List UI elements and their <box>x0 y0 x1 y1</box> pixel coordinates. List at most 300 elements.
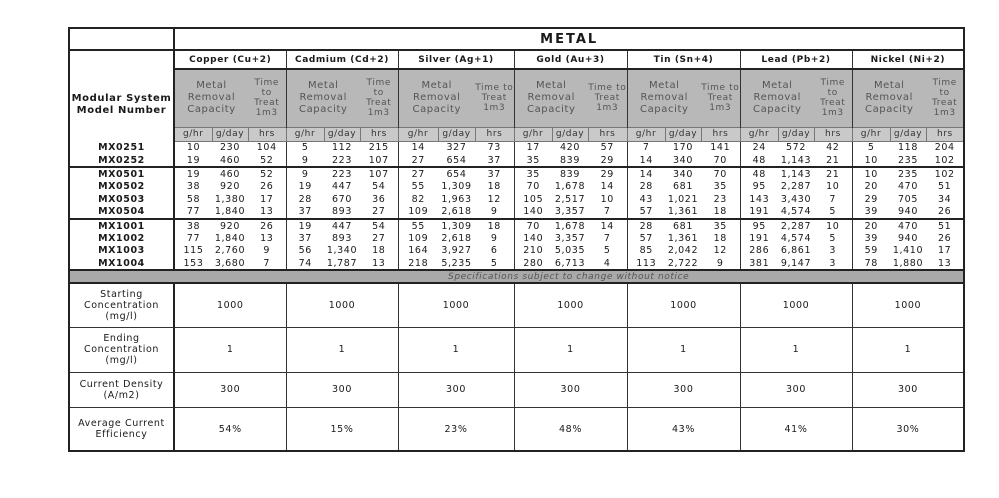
value-cell: 681 <box>673 220 693 232</box>
value-cell: 54 <box>360 219 398 232</box>
unit-cell: hrs <box>926 127 964 141</box>
value-cell: 85 <box>639 245 653 257</box>
time-header: Time to Treat 1m3 <box>926 69 964 127</box>
property-value: 300 <box>398 372 514 407</box>
value-cell: 920 <box>220 181 240 193</box>
property-value: 300 <box>286 372 398 407</box>
value-cell: 1,678 <box>554 220 586 232</box>
value-cell: 113 <box>627 257 665 270</box>
corner-cell <box>69 28 174 50</box>
value-cell: 3,357 <box>554 232 586 244</box>
model-number: MX0502 <box>69 181 174 193</box>
value-cell: 57 <box>588 141 627 154</box>
table-row <box>69 141 964 154</box>
value-cell: 21 <box>814 167 852 180</box>
value-cell: 3,430 <box>780 193 812 205</box>
value-cell: 5 <box>867 142 875 154</box>
value-cell: 56 <box>298 245 312 257</box>
value-cell: 839 <box>552 154 588 167</box>
value-cell: 140 <box>514 205 552 218</box>
value-cell: 42 <box>814 141 852 154</box>
value-cell: 5,035 <box>554 245 586 257</box>
value-cell: 9 <box>301 168 309 180</box>
value-cell: 9,147 <box>778 257 814 270</box>
unit-cell: hrs <box>588 127 627 141</box>
property-value: 48% <box>514 407 627 451</box>
metal-header-1: Cadmium (Cd+2) <box>286 50 398 69</box>
value-cell: 1,840 <box>212 205 248 218</box>
value-cell: 1,361 <box>665 205 701 218</box>
value-cell: 28 <box>639 220 653 232</box>
table-row <box>69 193 964 205</box>
value-cell: 6,713 <box>552 257 588 270</box>
value-cell: 23 <box>701 193 740 205</box>
unit-cell: g/hr <box>740 127 778 141</box>
model-number: MX1004 <box>69 257 174 270</box>
value-cell: 3 <box>814 257 852 270</box>
model-number: MX0501 <box>69 167 174 180</box>
value-cell: 9 <box>475 232 514 244</box>
value-cell: 51 <box>926 219 964 232</box>
value-cell: 1,678 <box>554 181 586 193</box>
property-value: 23% <box>398 407 514 451</box>
model-number: MX1002 <box>69 232 174 244</box>
value-cell: 460 <box>220 168 240 180</box>
value-cell: 839 <box>560 168 580 180</box>
value-cell: 1,880 <box>890 257 926 270</box>
value-cell: 12 <box>475 193 514 205</box>
value-cell: 28 <box>639 181 653 193</box>
value-cell: 13 <box>926 257 964 270</box>
value-cell: 36 <box>360 193 398 205</box>
value-cell: 1,380 <box>214 193 246 205</box>
value-cell: 29 <box>864 193 878 205</box>
value-cell: 235 <box>890 154 926 167</box>
capacity-header: Metal Removal Capacity <box>286 69 360 127</box>
value-cell: 1,840 <box>214 232 246 244</box>
metal-removal-table <box>68 27 965 452</box>
value-cell: 654 <box>446 168 467 180</box>
value-cell: 109 <box>398 205 438 218</box>
value-cell: 14 <box>588 181 627 193</box>
unit-cell: g/day <box>324 127 360 141</box>
value-cell: 4 <box>588 257 627 270</box>
value-cell: 7 <box>642 142 650 154</box>
value-cell: 654 <box>438 154 475 167</box>
value-cell: 10 <box>814 181 852 193</box>
value-cell: 4,574 <box>778 205 814 218</box>
value-cell: 223 <box>332 168 352 180</box>
value-cell: 210 <box>523 245 544 257</box>
unit-cell: g/day <box>778 127 814 141</box>
value-cell: 43 <box>639 193 653 205</box>
value-cell: 107 <box>360 167 398 180</box>
unit-cell: g/day <box>552 127 588 141</box>
unit-cell: g/hr <box>514 127 552 141</box>
value-cell: 105 <box>523 193 544 205</box>
property-value: 300 <box>852 372 964 407</box>
property-label: Starting Concentration (mg/l) <box>69 283 174 327</box>
value-cell: 17 <box>526 142 540 154</box>
property-row <box>69 372 964 407</box>
time-header: Time to Treat 1m3 <box>701 69 740 127</box>
value-cell: 470 <box>898 220 918 232</box>
value-cell: 3 <box>814 245 852 257</box>
value-cell: 191 <box>740 205 778 218</box>
value-cell: 70 <box>526 220 540 232</box>
value-cell: 18 <box>701 232 740 244</box>
value-cell: 340 <box>673 168 693 180</box>
capacity-header: Metal Removal Capacity <box>740 69 814 127</box>
metal-header-3: Gold (Au+3) <box>514 50 627 69</box>
spec-note-blank <box>69 270 174 283</box>
unit-cell: g/day <box>890 127 926 141</box>
unit-cell: hrs <box>814 127 852 141</box>
spec-note: Specifications subject to change without notice <box>174 270 964 283</box>
time-header: Time to Treat 1m3 <box>475 69 514 127</box>
value-cell: 164 <box>408 245 429 257</box>
value-cell: 35 <box>701 219 740 232</box>
value-cell: 19 <box>298 181 312 193</box>
value-cell: 5 <box>588 245 627 257</box>
value-cell: 10 <box>186 142 201 154</box>
time-header: Time to Treat 1m3 <box>360 69 398 127</box>
value-cell: 235 <box>898 168 918 180</box>
value-cell: 35 <box>526 168 540 180</box>
table-row <box>69 245 964 257</box>
value-cell: 670 <box>332 193 352 205</box>
value-cell: 460 <box>212 154 248 167</box>
value-cell: 9 <box>286 154 324 167</box>
value-cell: 18 <box>475 219 514 232</box>
property-row <box>69 407 964 451</box>
value-cell: 143 <box>749 193 770 205</box>
value-cell: 17 <box>926 245 964 257</box>
value-cell: 95 <box>752 181 766 193</box>
value-cell: 940 <box>898 232 918 244</box>
property-value: 1000 <box>627 283 740 327</box>
value-cell: 5,235 <box>438 257 475 270</box>
value-cell: 38 <box>186 220 201 232</box>
value-cell: 420 <box>560 142 580 154</box>
value-cell: 1,143 <box>780 168 812 180</box>
value-cell: 27 <box>398 154 438 167</box>
metal-names-row <box>69 50 964 69</box>
unit-cell: g/day <box>665 127 701 141</box>
value-cell: 74 <box>286 257 324 270</box>
value-cell: 7 <box>814 193 852 205</box>
capacity-header-row <box>69 69 964 127</box>
property-value: 15% <box>286 407 398 451</box>
unit-cell: hrs <box>701 127 740 141</box>
metal-header-2: Silver (Ag+1) <box>398 50 514 69</box>
value-cell: 1,410 <box>892 245 924 257</box>
metal-header-5: Lead (Pb+2) <box>740 50 852 69</box>
value-cell: 5 <box>814 205 852 218</box>
value-cell: 39 <box>864 232 878 244</box>
value-cell: 5 <box>475 257 514 270</box>
value-cell: 7 <box>588 205 627 218</box>
value-cell: 78 <box>852 257 890 270</box>
value-cell: 102 <box>926 154 964 167</box>
model-header: Modular System Model Number <box>69 69 174 141</box>
value-cell: 18 <box>701 205 740 218</box>
value-cell: 29 <box>588 154 627 167</box>
value-cell: 6 <box>475 245 514 257</box>
property-value: 1 <box>740 327 852 372</box>
value-cell: 1,021 <box>667 193 699 205</box>
value-cell: 70 <box>701 154 740 167</box>
corner-cell-2 <box>69 50 174 69</box>
table-body <box>69 28 964 451</box>
value-cell: 20 <box>864 181 878 193</box>
property-value: 1 <box>286 327 398 372</box>
property-value: 30% <box>852 407 964 451</box>
value-cell: 681 <box>673 181 693 193</box>
value-cell: 73 <box>475 141 514 154</box>
value-cell: 280 <box>514 257 552 270</box>
table-row <box>69 154 964 167</box>
value-cell: 27 <box>360 232 398 244</box>
value-cell: 109 <box>408 232 429 244</box>
capacity-header: Metal Removal Capacity <box>398 69 475 127</box>
property-value: 300 <box>627 372 740 407</box>
value-cell: 54 <box>360 181 398 193</box>
value-cell: 37 <box>475 154 514 167</box>
capacity-header: Metal Removal Capacity <box>174 69 248 127</box>
value-cell: 4,574 <box>780 232 812 244</box>
value-cell: 82 <box>411 193 425 205</box>
value-cell: 17 <box>248 193 286 205</box>
value-cell: 13 <box>248 205 286 218</box>
property-value: 1 <box>852 327 964 372</box>
value-cell: 340 <box>665 154 701 167</box>
value-cell: 13 <box>360 257 398 270</box>
value-cell: 940 <box>890 205 926 218</box>
model-number: MX0251 <box>69 141 174 154</box>
value-cell: 223 <box>324 154 360 167</box>
property-label: Current Density (A/m2) <box>69 372 174 407</box>
property-value: 300 <box>740 372 852 407</box>
value-cell: 14 <box>639 168 653 180</box>
value-cell: 7 <box>588 232 627 244</box>
value-cell: 1,963 <box>441 193 472 205</box>
value-cell: 1,143 <box>778 154 814 167</box>
value-cell: 55 <box>411 181 425 193</box>
value-cell: 112 <box>332 142 352 154</box>
metal-header-4: Tin (Sn+4) <box>627 50 740 69</box>
value-cell: 12 <box>701 245 740 257</box>
table-row <box>69 219 964 232</box>
value-cell: 1,309 <box>441 181 472 193</box>
property-value: 1 <box>514 327 627 372</box>
value-cell: 21 <box>814 154 852 167</box>
value-cell: 218 <box>398 257 438 270</box>
value-cell: 2,517 <box>554 193 586 205</box>
value-cell: 48 <box>740 154 778 167</box>
value-cell: 28 <box>298 193 312 205</box>
value-cell: 27 <box>411 168 425 180</box>
property-value: 1 <box>398 327 514 372</box>
capacity-header: Metal Removal Capacity <box>514 69 588 127</box>
value-cell: 3,680 <box>212 257 248 270</box>
value-cell: 107 <box>360 154 398 167</box>
value-cell: 102 <box>926 167 964 180</box>
unit-cell: g/hr <box>398 127 438 141</box>
value-cell: 59 <box>864 245 878 257</box>
value-cell: 2,760 <box>214 245 246 257</box>
value-cell: 58 <box>186 193 201 205</box>
value-cell: 2,287 <box>780 220 812 232</box>
value-cell: 2,722 <box>665 257 701 270</box>
value-cell: 381 <box>740 257 778 270</box>
value-cell: 6,861 <box>780 245 812 257</box>
value-cell: 140 <box>523 232 544 244</box>
property-value: 1000 <box>286 283 398 327</box>
value-cell: 26 <box>248 181 286 193</box>
value-cell: 18 <box>360 245 398 257</box>
value-cell: 14 <box>411 142 425 154</box>
unit-cell: g/hr <box>174 127 212 141</box>
value-cell: 57 <box>627 205 665 218</box>
property-value: 41% <box>740 407 852 451</box>
value-cell: 95 <box>752 220 766 232</box>
value-cell: 1,340 <box>326 245 358 257</box>
unit-cell: g/day <box>212 127 248 141</box>
value-cell: 118 <box>898 142 918 154</box>
value-cell: 10 <box>852 154 890 167</box>
value-cell: 920 <box>220 220 240 232</box>
model-number: MX1003 <box>69 245 174 257</box>
value-cell: 26 <box>926 232 964 244</box>
value-cell: 1,787 <box>324 257 360 270</box>
property-value: 1000 <box>740 283 852 327</box>
metal-removal-table-container <box>68 27 961 452</box>
time-header: Time to Treat 1m3 <box>588 69 627 127</box>
value-cell: 70 <box>526 181 540 193</box>
value-cell: 230 <box>220 142 240 154</box>
table-row <box>69 167 964 180</box>
value-cell: 3,927 <box>441 245 472 257</box>
value-cell: 170 <box>673 142 693 154</box>
unit-cell: hrs <box>248 127 286 141</box>
property-label: Ending Concentration (mg/l) <box>69 327 174 372</box>
value-cell: 115 <box>183 245 204 257</box>
time-header: Time to Treat 1m3 <box>248 69 286 127</box>
value-cell: 52 <box>248 167 286 180</box>
value-cell: 39 <box>852 205 890 218</box>
model-number: MX0252 <box>69 154 174 167</box>
value-cell: 5 <box>301 142 309 154</box>
value-cell: 1,309 <box>441 220 472 232</box>
value-cell: 26 <box>248 219 286 232</box>
value-cell: 52 <box>248 154 286 167</box>
property-value: 300 <box>174 372 286 407</box>
property-value: 1000 <box>514 283 627 327</box>
value-cell: 893 <box>332 232 352 244</box>
unit-cell: g/hr <box>852 127 890 141</box>
property-value: 1000 <box>174 283 286 327</box>
value-cell: 55 <box>411 220 425 232</box>
value-cell: 77 <box>186 232 201 244</box>
value-cell: 2,287 <box>780 181 812 193</box>
time-header: Time to Treat 1m3 <box>814 69 852 127</box>
value-cell: 20 <box>864 220 878 232</box>
metal-header-0: Copper (Cu+2) <box>174 50 286 69</box>
value-cell: 10 <box>588 193 627 205</box>
value-cell: 19 <box>186 168 201 180</box>
value-cell: 35 <box>514 154 552 167</box>
value-cell: 37 <box>286 205 324 218</box>
spec-note-row <box>69 270 964 283</box>
value-cell: 1,361 <box>667 232 699 244</box>
value-cell: 2,618 <box>441 232 472 244</box>
unit-cell: g/hr <box>286 127 324 141</box>
value-cell: 38 <box>186 181 201 193</box>
value-cell: 3,357 <box>552 205 588 218</box>
model-number: MX1001 <box>69 219 174 232</box>
value-cell: 9 <box>475 205 514 218</box>
value-cell: 10 <box>864 168 878 180</box>
value-cell: 447 <box>332 220 352 232</box>
value-cell: 48 <box>752 168 766 180</box>
model-number: MX0504 <box>69 205 174 218</box>
value-cell: 447 <box>332 181 352 193</box>
property-value: 1 <box>627 327 740 372</box>
value-cell: 215 <box>360 141 398 154</box>
value-cell: 191 <box>749 232 770 244</box>
table-row <box>69 232 964 244</box>
value-cell: 204 <box>926 141 964 154</box>
value-cell: 153 <box>174 257 212 270</box>
value-cell: 2,042 <box>667 245 699 257</box>
property-value: 1000 <box>398 283 514 327</box>
value-cell: 18 <box>475 181 514 193</box>
value-cell: 27 <box>360 205 398 218</box>
value-cell: 19 <box>298 220 312 232</box>
value-cell: 37 <box>298 232 312 244</box>
value-cell: 7 <box>248 257 286 270</box>
unit-cell: hrs <box>475 127 514 141</box>
unit-cell: g/hr <box>627 127 665 141</box>
property-row <box>69 283 964 327</box>
property-row <box>69 327 964 372</box>
value-cell: 893 <box>324 205 360 218</box>
value-cell: 35 <box>701 181 740 193</box>
value-cell: 470 <box>898 181 918 193</box>
unit-cell: hrs <box>360 127 398 141</box>
units-row <box>69 127 964 141</box>
value-cell: 51 <box>926 181 964 193</box>
value-cell: 70 <box>701 167 740 180</box>
property-value: 1000 <box>852 283 964 327</box>
value-cell: 57 <box>639 232 653 244</box>
value-cell: 24 <box>752 142 766 154</box>
unit-cell: g/day <box>438 127 475 141</box>
value-cell: 286 <box>749 245 770 257</box>
table-row <box>69 205 964 218</box>
value-cell: 10 <box>814 219 852 232</box>
value-cell: 9 <box>701 257 740 270</box>
property-value: 43% <box>627 407 740 451</box>
value-cell: 19 <box>174 154 212 167</box>
property-value: 300 <box>514 372 627 407</box>
capacity-header: Metal Removal Capacity <box>852 69 926 127</box>
value-cell: 5 <box>814 232 852 244</box>
value-cell: 327 <box>446 142 467 154</box>
value-cell: 29 <box>588 167 627 180</box>
table-row <box>69 181 964 193</box>
